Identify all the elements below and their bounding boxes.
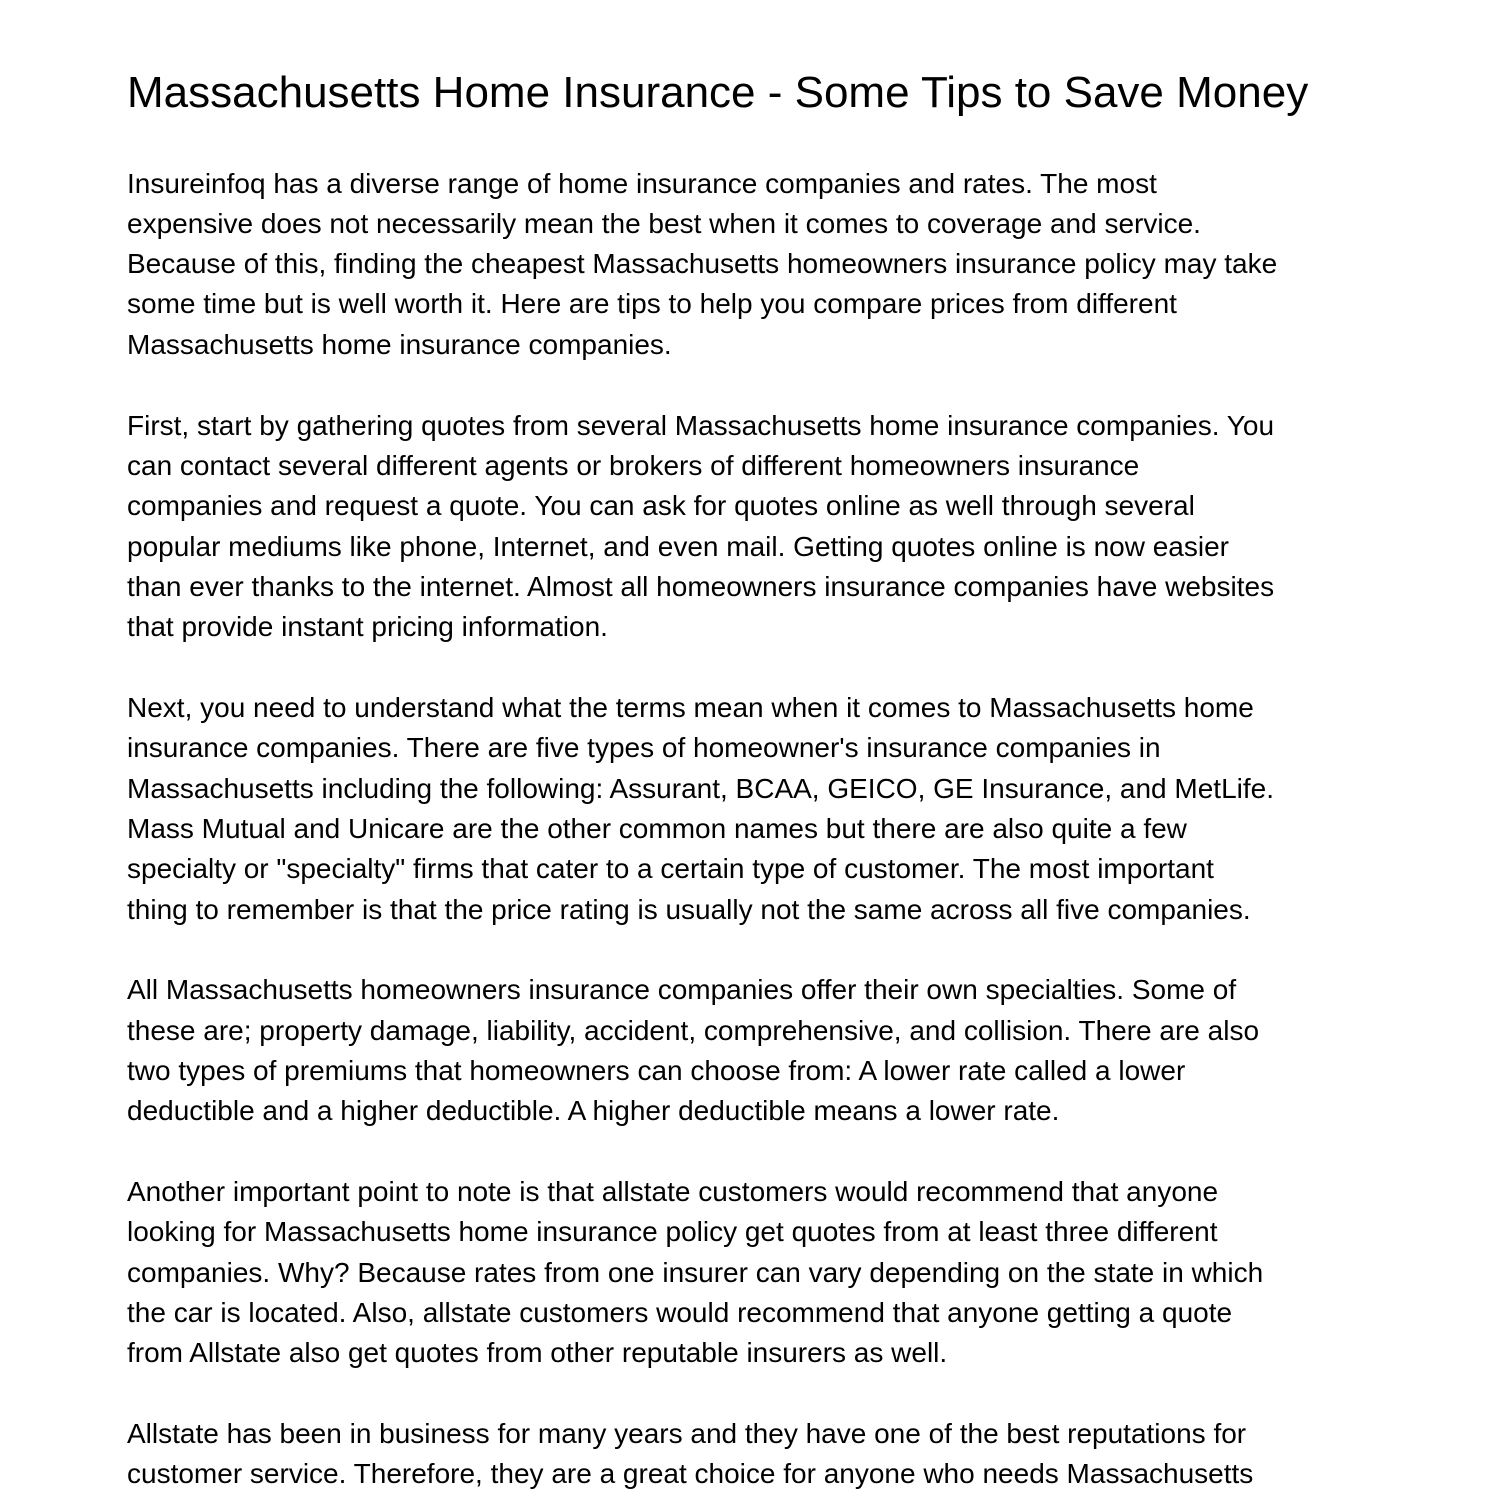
text-line: looking for Massachusetts home insurance policy get quotes from at least three different: [127, 1216, 1218, 1247]
text-line: two types of premiums that homeowners can choose from: A lower rate called a lower: [127, 1055, 1186, 1086]
text-line: Allstate has been in business for many years and they have one of the best reputations for: [127, 1418, 1247, 1449]
text-line: companies and request a quote. You can ask for quotes online as well through several: [127, 490, 1195, 521]
text-line: Mass Mutual and Unicare are the other common names but there are also quite a few: [127, 813, 1187, 844]
text-line: Massachusetts including the following: Assurant, BCAA, GEICO, GE Insurance, and MetLife.: [127, 773, 1275, 804]
text-line: Massachusetts home insurance companies.: [127, 329, 672, 360]
document-page: [127, 0, 1377, 1500]
text-line: that provide instant pricing information.: [127, 611, 608, 642]
text-line: Another important point to note is that allstate customers would recommend that anyone: [127, 1176, 1219, 1207]
text-line: popular mediums like phone, Internet, and even mail. Getting quotes online is now easier: [127, 531, 1229, 562]
text-line: these are; property damage, liability, accident, comprehensive, and collision. There are also: [127, 1015, 1260, 1046]
text-line: customer service. Therefore, they are a great choice for anyone who needs Massachusetts: [127, 1458, 1254, 1489]
text-line: All Massachusetts homeowners insurance companies offer their own specialties. Some of: [127, 974, 1237, 1005]
text-line: some time but is well worth it. Here are tips to help you compare prices from different: [127, 288, 1177, 319]
text-line: from Allstate also get quotes from other reputable insurers as well.: [127, 1337, 948, 1368]
text-line: Next, you need to understand what the terms mean when it comes to Massachusetts home: [127, 692, 1254, 723]
text-line: the car is located. Also, allstate customers would recommend that anyone getting a quote: [127, 1297, 1233, 1328]
text-line: specialty or "specialty" firms that cater to a certain type of customer. The most important: [127, 853, 1214, 884]
text-line: can contact several different agents or brokers of different homeowners insurance: [127, 450, 1140, 481]
text-line: companies. Why? Because rates from one insurer can vary depending on the state in which: [127, 1257, 1264, 1288]
text-line: expensive does not necessarily mean the best when it comes to coverage and service.: [127, 208, 1201, 239]
text-line: Insureinfoq has a diverse range of home insurance companies and rates. The most: [127, 168, 1157, 199]
text-line: deductible and a higher deductible. A higher deductible means a lower rate.: [127, 1095, 1060, 1126]
text-line: thing to remember is that the price rating is usually not the same across all five companies.: [127, 894, 1251, 925]
text-line: insurance companies. There are five types of homeowner's insurance companies in: [127, 732, 1161, 763]
page-title: Massachusetts Home Insurance - Some Tips to Save Money: [127, 68, 1309, 117]
text-line: than ever thanks to the internet. Almost all homeowners insurance companies have websites: [127, 571, 1275, 602]
text-line: Because of this, finding the cheapest Massachusetts homeowners insurance policy may take: [127, 248, 1278, 279]
text-line: First, start by gathering quotes from several Massachusetts home insurance companies. You: [127, 410, 1275, 441]
